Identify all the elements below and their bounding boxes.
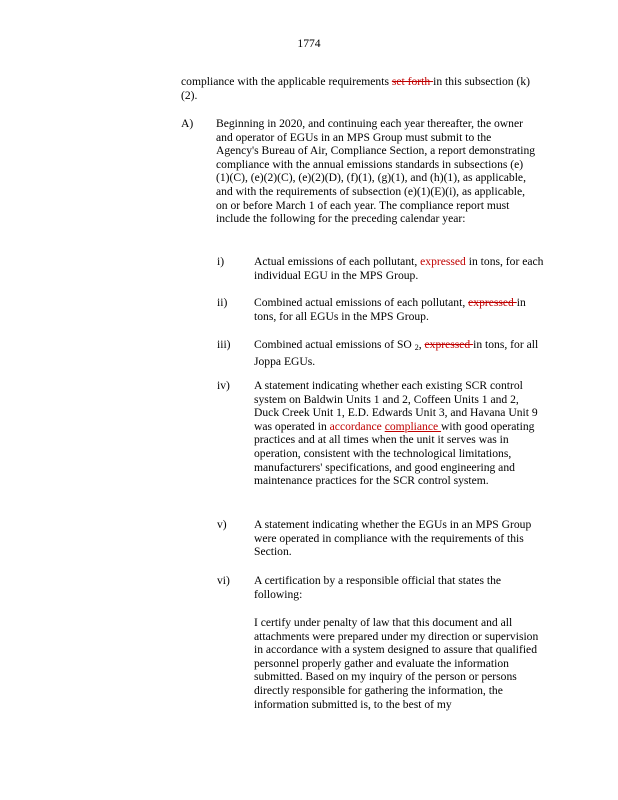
- item-iv-text: [254, 379, 544, 488]
- intro-deleted-text: set forth: [391, 75, 434, 88]
- item-iii-text-1: Combined actual emissions of SO: [254, 338, 415, 351]
- item-i-text: [254, 255, 544, 282]
- item-i-text-1: Actual emissions of each pollutant,: [254, 255, 421, 268]
- item-iv-inserted: accordance: [329, 419, 382, 433]
- item-iii-subscript: 2: [414, 343, 419, 352]
- item-v-text: A statement indicating whether the EGUs in an MPS Group were operated in compliance with the requirements of this Section.: [254, 518, 532, 559]
- item-iii-label: iii): [217, 338, 231, 351]
- item-v-label: v): [217, 518, 227, 531]
- item-iii-text: [254, 338, 544, 368]
- section-a-label: A): [181, 117, 194, 130]
- item-ii-text-1: Combined actual emissions of each pollutant,: [254, 296, 469, 309]
- item-vi-text: A certification by a responsible official that states the following:: [254, 574, 502, 601]
- item-iii-text-3: in tons, for all Joppa EGUs.: [254, 338, 539, 368]
- section-a-paragraph: Beginning in 2020, and continuing each year thereafter, the owner and operator of EGUs in an MPS Group must submit to the Agency's Bureau of Air, Compliance Section, a report demonstrating compliance with the annual emissions standards in subsections (e)(1)(C), (e)(2)(C), (e)(2)(D), (f)(1), (g)(1), and (h)(1), as applicable, and with the requirements of subsection (e)(1)(E)(i), as applicable, on or before March 1 of each year. The compliance report must include the following for the preceding calendar year:: [216, 117, 536, 226]
- item-vi-label: vi): [217, 574, 230, 587]
- item-iv-text-3: with good operating practices and at all times when the unit it serves was in operation, consistent with the technological limitations, manufacturers' specifications, and good engineering and maintenance practices for the SCR control system.: [254, 419, 535, 488]
- item-iii-deleted: expressed: [424, 338, 474, 351]
- item-i-inserted: expressed: [420, 255, 466, 268]
- item-iii-text-2: ,: [418, 338, 425, 351]
- page-number: 1774: [297, 37, 321, 50]
- item-ii-text: [254, 296, 544, 323]
- item-iv-text-1: A statement indicating whether each existing SCR control system on Baldwin Units 1 and 2, Coffeen Units 1 and 2, Duck Creek Unit 1, E.D. Edwards Unit 3, and Havana Unit 9 was operated in: [254, 379, 538, 433]
- intro-paragraph: [181, 75, 531, 102]
- intro-text-after: in this subsection (k)(2).: [181, 75, 531, 102]
- item-ii-deleted: expressed: [468, 296, 517, 309]
- item-i-text-2: in tons, for each individual EGU in the MPS Group.: [254, 255, 544, 282]
- item-iv-label: iv): [217, 379, 230, 392]
- item-i-label: i): [217, 255, 225, 268]
- item-ii-label: ii): [217, 296, 228, 309]
- intro-text-before: compliance with the applicable requirements: [181, 75, 392, 88]
- item-ii-text-2: in tons, for all EGUs in the MPS Group.: [254, 296, 526, 323]
- certification-text: I certify under penalty of law that this document and all attachments were prepared under my direction or supervision in accordance with a system designed to assure that qualified personnel properly gather and evaluate the information submitted. Based on my inquiry of the person or persons directly responsible for gathering the information, the information submitted is, to the best of my: [254, 616, 539, 711]
- item-iv-inserted-2: compliance: [384, 419, 442, 433]
